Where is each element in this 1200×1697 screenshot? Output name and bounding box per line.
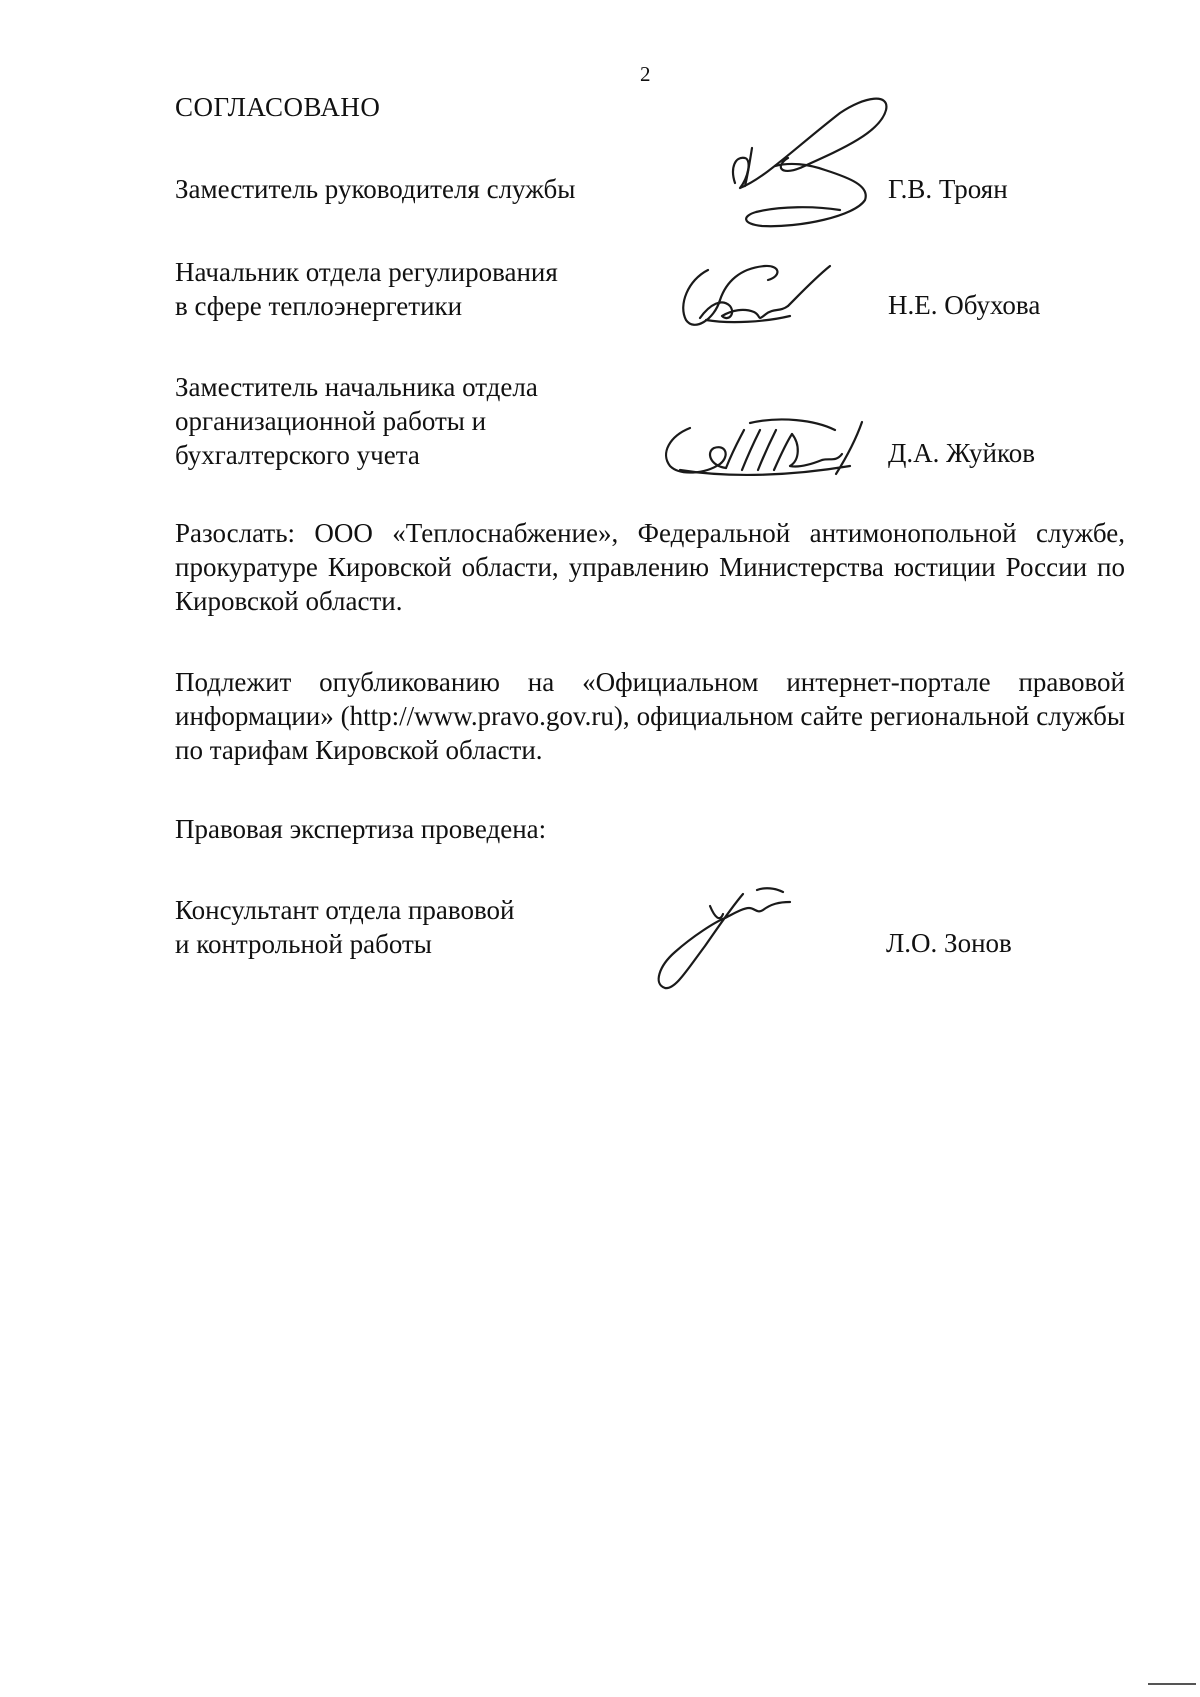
legal-review-name: Л.О. Зонов	[886, 928, 1012, 958]
approver-position-3: Заместитель начальника отдела организационной работы и бухгалтерского учета	[175, 372, 538, 470]
signature-troyan-image	[690, 88, 900, 238]
publication-paragraph: Подлежит опубликованию на «Официальном интернет-портале правовой информации» (http://www.pravo.gov.ru), официальном сайте региональной службы по тарифам Кировской области.	[175, 667, 1125, 765]
distribution-paragraph: Разослать: ООО «Теплоснабжение», Федеральной антимонопольной службе, прокуратуре Кировской области, управлению Министерства юстиции России по Кировской области.	[175, 518, 1125, 616]
approver-position-1: Заместитель руководителя службы	[175, 174, 576, 204]
approver-position-2: Начальник отдела регулирования в сфере теплоэнергетики	[175, 257, 558, 321]
approver-name-3: Д.А. Жуйков	[888, 438, 1035, 468]
signature-obukhova-image	[670, 250, 860, 340]
signature-zonov-image	[645, 878, 805, 998]
approval-heading: СОГЛАСОВАНО	[175, 92, 381, 122]
approver-name-1: Г.В. Троян	[888, 174, 1008, 204]
signature-zhuykov-image	[650, 408, 890, 498]
corner-scan-mark	[1148, 1683, 1196, 1685]
approver-name-2: Н.Е. Обухова	[888, 290, 1041, 320]
legal-review-position: Консультант отдела правовой и контрольной работы	[175, 895, 515, 959]
legal-review-title: Правовая экспертиза проведена:	[175, 814, 547, 844]
page-number: 2	[640, 62, 651, 86]
